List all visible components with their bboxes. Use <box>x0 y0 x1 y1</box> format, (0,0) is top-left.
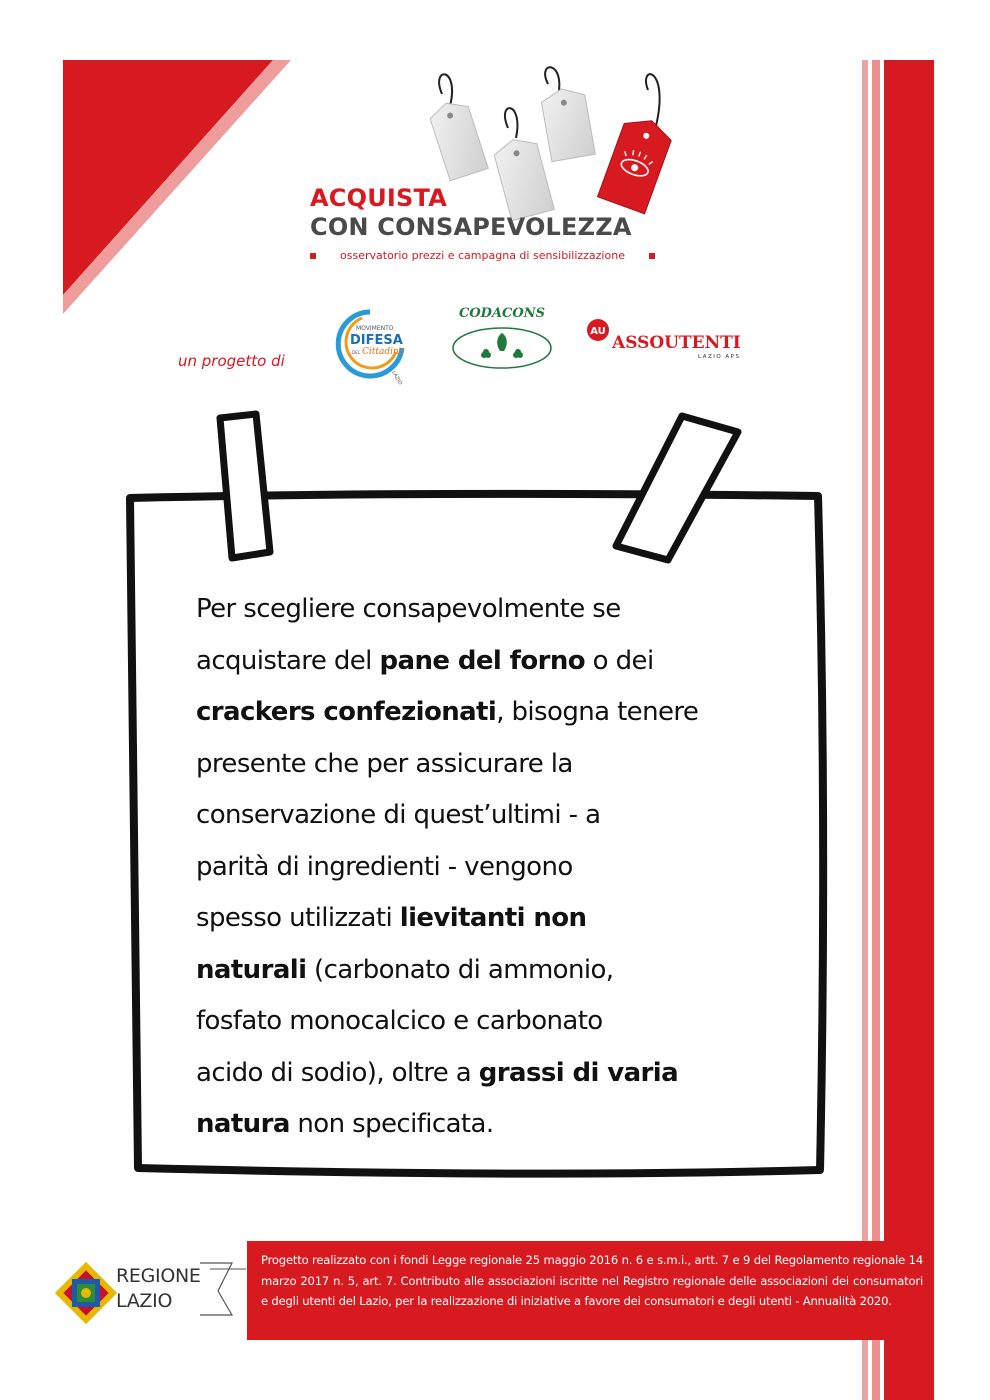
note-line <box>196 945 766 997</box>
mdc-line4: Cittadino <box>362 347 405 357</box>
note-line <box>196 687 766 739</box>
project-by-label: un progetto di <box>178 352 285 370</box>
note-segment: acquistare del <box>196 645 380 676</box>
regione-lazio-wordmark <box>116 1264 201 1314</box>
mdc-line3: DEL <box>352 350 360 355</box>
note-segment: presente che per assicurare la <box>196 748 573 779</box>
bullet-square-right <box>649 253 655 259</box>
campaign-subtitle <box>310 249 655 262</box>
note-bold-segment: grassi di varia <box>478 1057 679 1088</box>
mdc-line1: MOVIMENTO <box>356 325 394 332</box>
right-red-band <box>862 60 934 1400</box>
assoutenti-sub: LAZIO APS <box>698 354 741 360</box>
note-line <box>196 584 766 636</box>
note-line <box>196 1048 766 1100</box>
note-line <box>196 636 766 688</box>
note-segment: conservazione di quest’ultimi - a <box>196 800 601 830</box>
campaign-title-line1: ACQUISTA <box>310 184 447 212</box>
note-segment: , bisogna tenere <box>496 697 699 727</box>
note-line <box>196 996 766 1048</box>
note-line <box>196 739 766 791</box>
paper-clip-left <box>220 414 270 558</box>
note-line <box>196 842 766 894</box>
campaign-title-line2: CON CONSAPEVOLEZZA <box>310 213 632 241</box>
note-segment: (carbonato di ammonio, <box>306 954 614 985</box>
note-segment: Per scegliere consapevolmente se <box>196 594 621 624</box>
note-line <box>196 1099 766 1151</box>
regione-line2: LAZIO <box>116 1290 173 1312</box>
note-line <box>196 790 766 842</box>
funding-notice-text: Progetto realizzato con i fondi Legge regionale 25 maggio 2016 n. 6 e s.m.i., artt. 7 e 9 del Regolamento regionale 14 marzo 2017 n. 5, art. 7. Contributo alle associazioni iscritte nel Registro regionale delle associazioni dei consumatori e degli utenti del Lazio, per la realizzazione di iniziative a favore dei consumatori e degli utenti - Annualità 2020. <box>261 1253 923 1308</box>
regione-line1: REGIONE <box>116 1265 201 1287</box>
note-bold-segment: natura <box>196 1109 290 1139</box>
corner-triangle-decoration <box>63 60 293 315</box>
bullet-square-left <box>310 253 316 259</box>
mdc-line2: DIFESA <box>350 333 403 348</box>
note-segment: spesso utilizzati <box>196 903 400 933</box>
mdc-line5: LAZIO <box>390 370 404 387</box>
note-bold-segment: naturali <box>196 954 307 985</box>
note-bold-segment: crackers confezionati <box>196 697 497 727</box>
campaign-subtitle-text: osservatorio prezzi e campagna di sensibilizzazione <box>340 249 625 262</box>
note-segment: acido di sodio), oltre a <box>196 1057 479 1088</box>
note-segment: non specificata. <box>289 1109 494 1139</box>
campaign-title <box>310 186 632 239</box>
note-bold-segment: pane del forno <box>379 645 586 676</box>
note-segment: fosfato monocalcico e carbonato <box>196 1006 603 1036</box>
assoutenti-logo <box>586 318 754 360</box>
note-segment: o dei <box>585 645 654 676</box>
note-segment: parità di ingredienti - vengono <box>196 851 573 882</box>
note-line <box>196 893 766 945</box>
codacons-logo <box>444 303 560 373</box>
codacons-name: CODACONS <box>459 306 545 321</box>
note-bold-segment: lievitanti non <box>399 903 587 933</box>
assoutenti-badge: AU <box>590 326 606 337</box>
assoutenti-name: ASSOUTENTI <box>612 333 741 353</box>
note-body-text <box>196 584 766 1151</box>
movimento-difesa-cittadino-logo <box>322 308 418 387</box>
